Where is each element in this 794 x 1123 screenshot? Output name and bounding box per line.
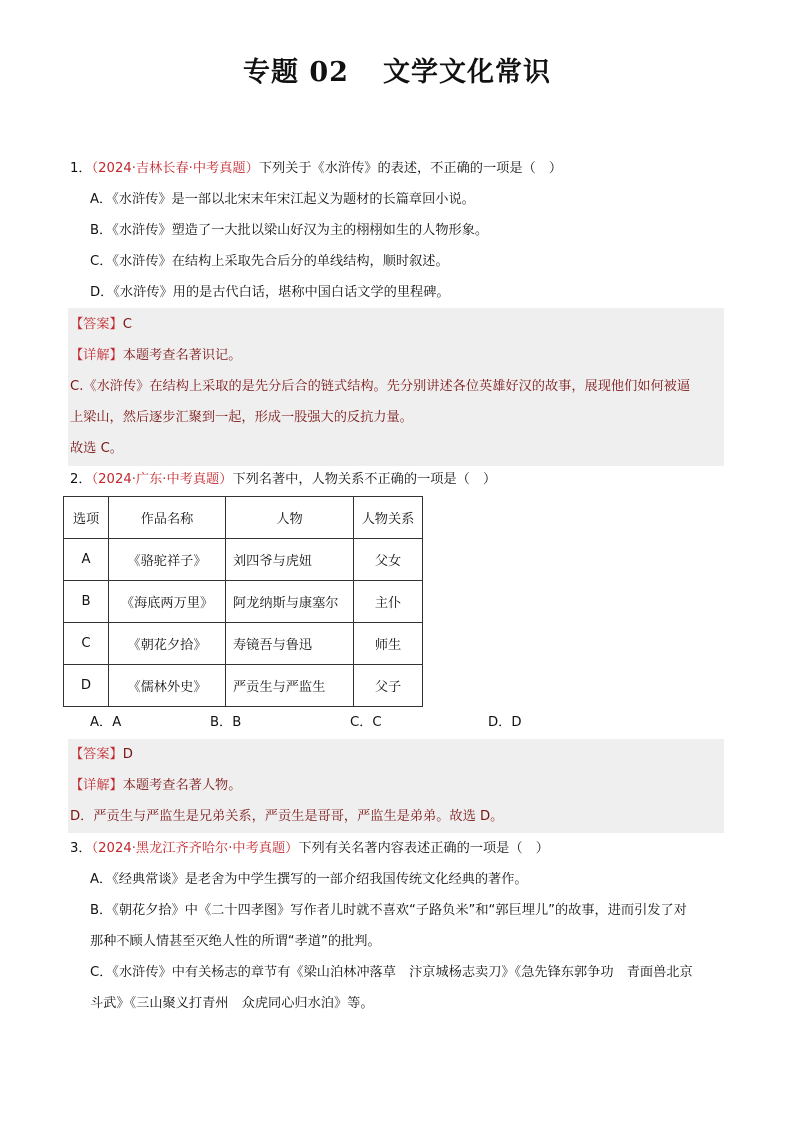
table-row: [64, 539, 423, 581]
table-row: [64, 581, 423, 623]
q2-table: [63, 496, 423, 707]
table-header: 作品名称: [109, 497, 226, 539]
table-cell: 《海底两万里》: [109, 581, 226, 623]
table-cell: 《儒林外史》: [109, 665, 226, 707]
q2-detail-label: 【详解】: [70, 778, 123, 793]
table-cell: 严贡生与严监生: [226, 665, 354, 707]
q3-number: 3．: [70, 841, 92, 856]
q2-choice-a: A．A: [90, 715, 122, 730]
table-cell: 父子: [354, 665, 423, 707]
title-part1: 专题 02: [243, 57, 349, 88]
table-cell: A: [64, 539, 109, 581]
table-cell: 寿镜吾与鲁迅: [226, 623, 354, 665]
q2-detail-intro: 本题考查名著人物。: [122, 778, 242, 793]
q2-answer: D: [122, 747, 133, 762]
q2-detail-line: [70, 777, 241, 795]
q2-choice-c: C．C: [350, 715, 382, 730]
q2-choice-d: D．D: [488, 715, 522, 730]
table-header: 选项: [64, 497, 109, 539]
table-cell: C: [64, 623, 109, 665]
q1-stem-line: [70, 160, 562, 178]
q3-stem-line: [70, 840, 549, 858]
q2-stem: 下列名著中，人物关系不正确的一项是（ ）: [232, 472, 497, 487]
q1-detail-text-3: 故选 C。: [70, 441, 123, 456]
q1-stem: 下列关于《水浒传》的表述，不正确的一项是（ ）: [258, 161, 563, 176]
q1-number: 1．: [70, 161, 92, 176]
table-header-row: [64, 497, 423, 539]
table-cell: 《朝花夕拾》: [109, 623, 226, 665]
q1-detail-label: 【详解】: [70, 348, 123, 363]
q3-stem: 下列有关名著内容表述正确的一项是（ ）: [298, 841, 549, 856]
q3-option-a: A．《经典常谈》是老舍为中学生撰写的一部介绍我国传统文化经典的著作。: [90, 872, 528, 887]
q2-choices: [90, 714, 522, 732]
q1-detail-intro: 本题考查名著识记。: [122, 348, 242, 363]
table-header: 人物关系: [354, 497, 423, 539]
q1-option-c: C．《水浒传》在结构上采取先合后分的单线结构，顺时叙述。: [90, 254, 449, 269]
q1-detail-text-2: 上梁山，然后逐步汇聚到一起，形成一股强大的反抗力量。: [70, 410, 413, 425]
table-cell: 师生: [354, 623, 423, 665]
q1-answer-label: 【答案】: [70, 317, 123, 332]
table-row: [64, 623, 423, 665]
table-cell: B: [64, 581, 109, 623]
q3-option-b: B．《朝花夕拾》中《二十四孝图》写作者儿时就不喜欢“子路负米”和“郭巨埋儿”的故事，进而引发了对: [90, 903, 687, 918]
q2-detail-text-1: D．严贡生与严监生是兄弟关系，严贡生是哥哥，严监生是弟弟。故选 D。: [70, 809, 504, 824]
q2-answer-label: 【答案】: [70, 747, 123, 762]
q3-option-c-cont: 斗武》《三山聚义打青州 众虎同心归水泊》等。: [90, 996, 374, 1011]
q1-detail-line: [70, 347, 241, 365]
q2-stem-line: [70, 471, 496, 489]
q3-option-c: C．《水浒传》中有关杨志的章节有《梁山泊林冲落草 汴京城杨志卖刀》《急先锋东郭争功 青面兽北京: [90, 965, 693, 980]
q1-answer: C: [122, 317, 132, 332]
table-cell: D: [64, 665, 109, 707]
table-cell: 父女: [354, 539, 423, 581]
table-cell: 《骆驼祥子》: [109, 539, 226, 581]
q1-answer-line: [70, 316, 132, 334]
q3-source: （2024·黑龙江齐齐哈尔·中考真题）: [91, 841, 299, 856]
q1-option-b: B．《水浒传》塑造了一大批以梁山好汉为主的栩栩如生的人物形象。: [90, 223, 489, 238]
q1-option-a: A．《水浒传》是一部以北宋末年宋江起义为题材的长篇章回小说。: [90, 192, 475, 207]
title-part2: 文学文化常识: [382, 57, 551, 88]
table-cell: 刘四爷与虎妞: [226, 539, 354, 581]
q1-detail-text-1: C.《水浒传》在结构上采取的是先分后合的链式结构。先分别讲述各位英雄好汉的故事，展现他们如何被逼: [70, 379, 691, 394]
q3-option-b-cont: 那种不顾人情甚至灭绝人性的所谓“孝道”的批判。: [90, 934, 381, 949]
q2-number: 2．: [70, 472, 92, 487]
page-title: [0, 50, 794, 89]
q2-choice-b: B．B: [210, 715, 242, 730]
table-row: [64, 665, 423, 707]
q1-source: （2024·吉林长春·中考真题）: [91, 161, 259, 176]
table-cell: 阿龙纳斯与康塞尔: [226, 581, 354, 623]
table-cell: 主仆: [354, 581, 423, 623]
q1-option-d: D．《水浒传》用的是古代白话，堪称中国白话文学的里程碑。: [90, 285, 450, 300]
q2-answer-line: [70, 746, 133, 764]
q2-source: （2024·广东·中考真题）: [91, 472, 233, 487]
table-header: 人物: [226, 497, 354, 539]
